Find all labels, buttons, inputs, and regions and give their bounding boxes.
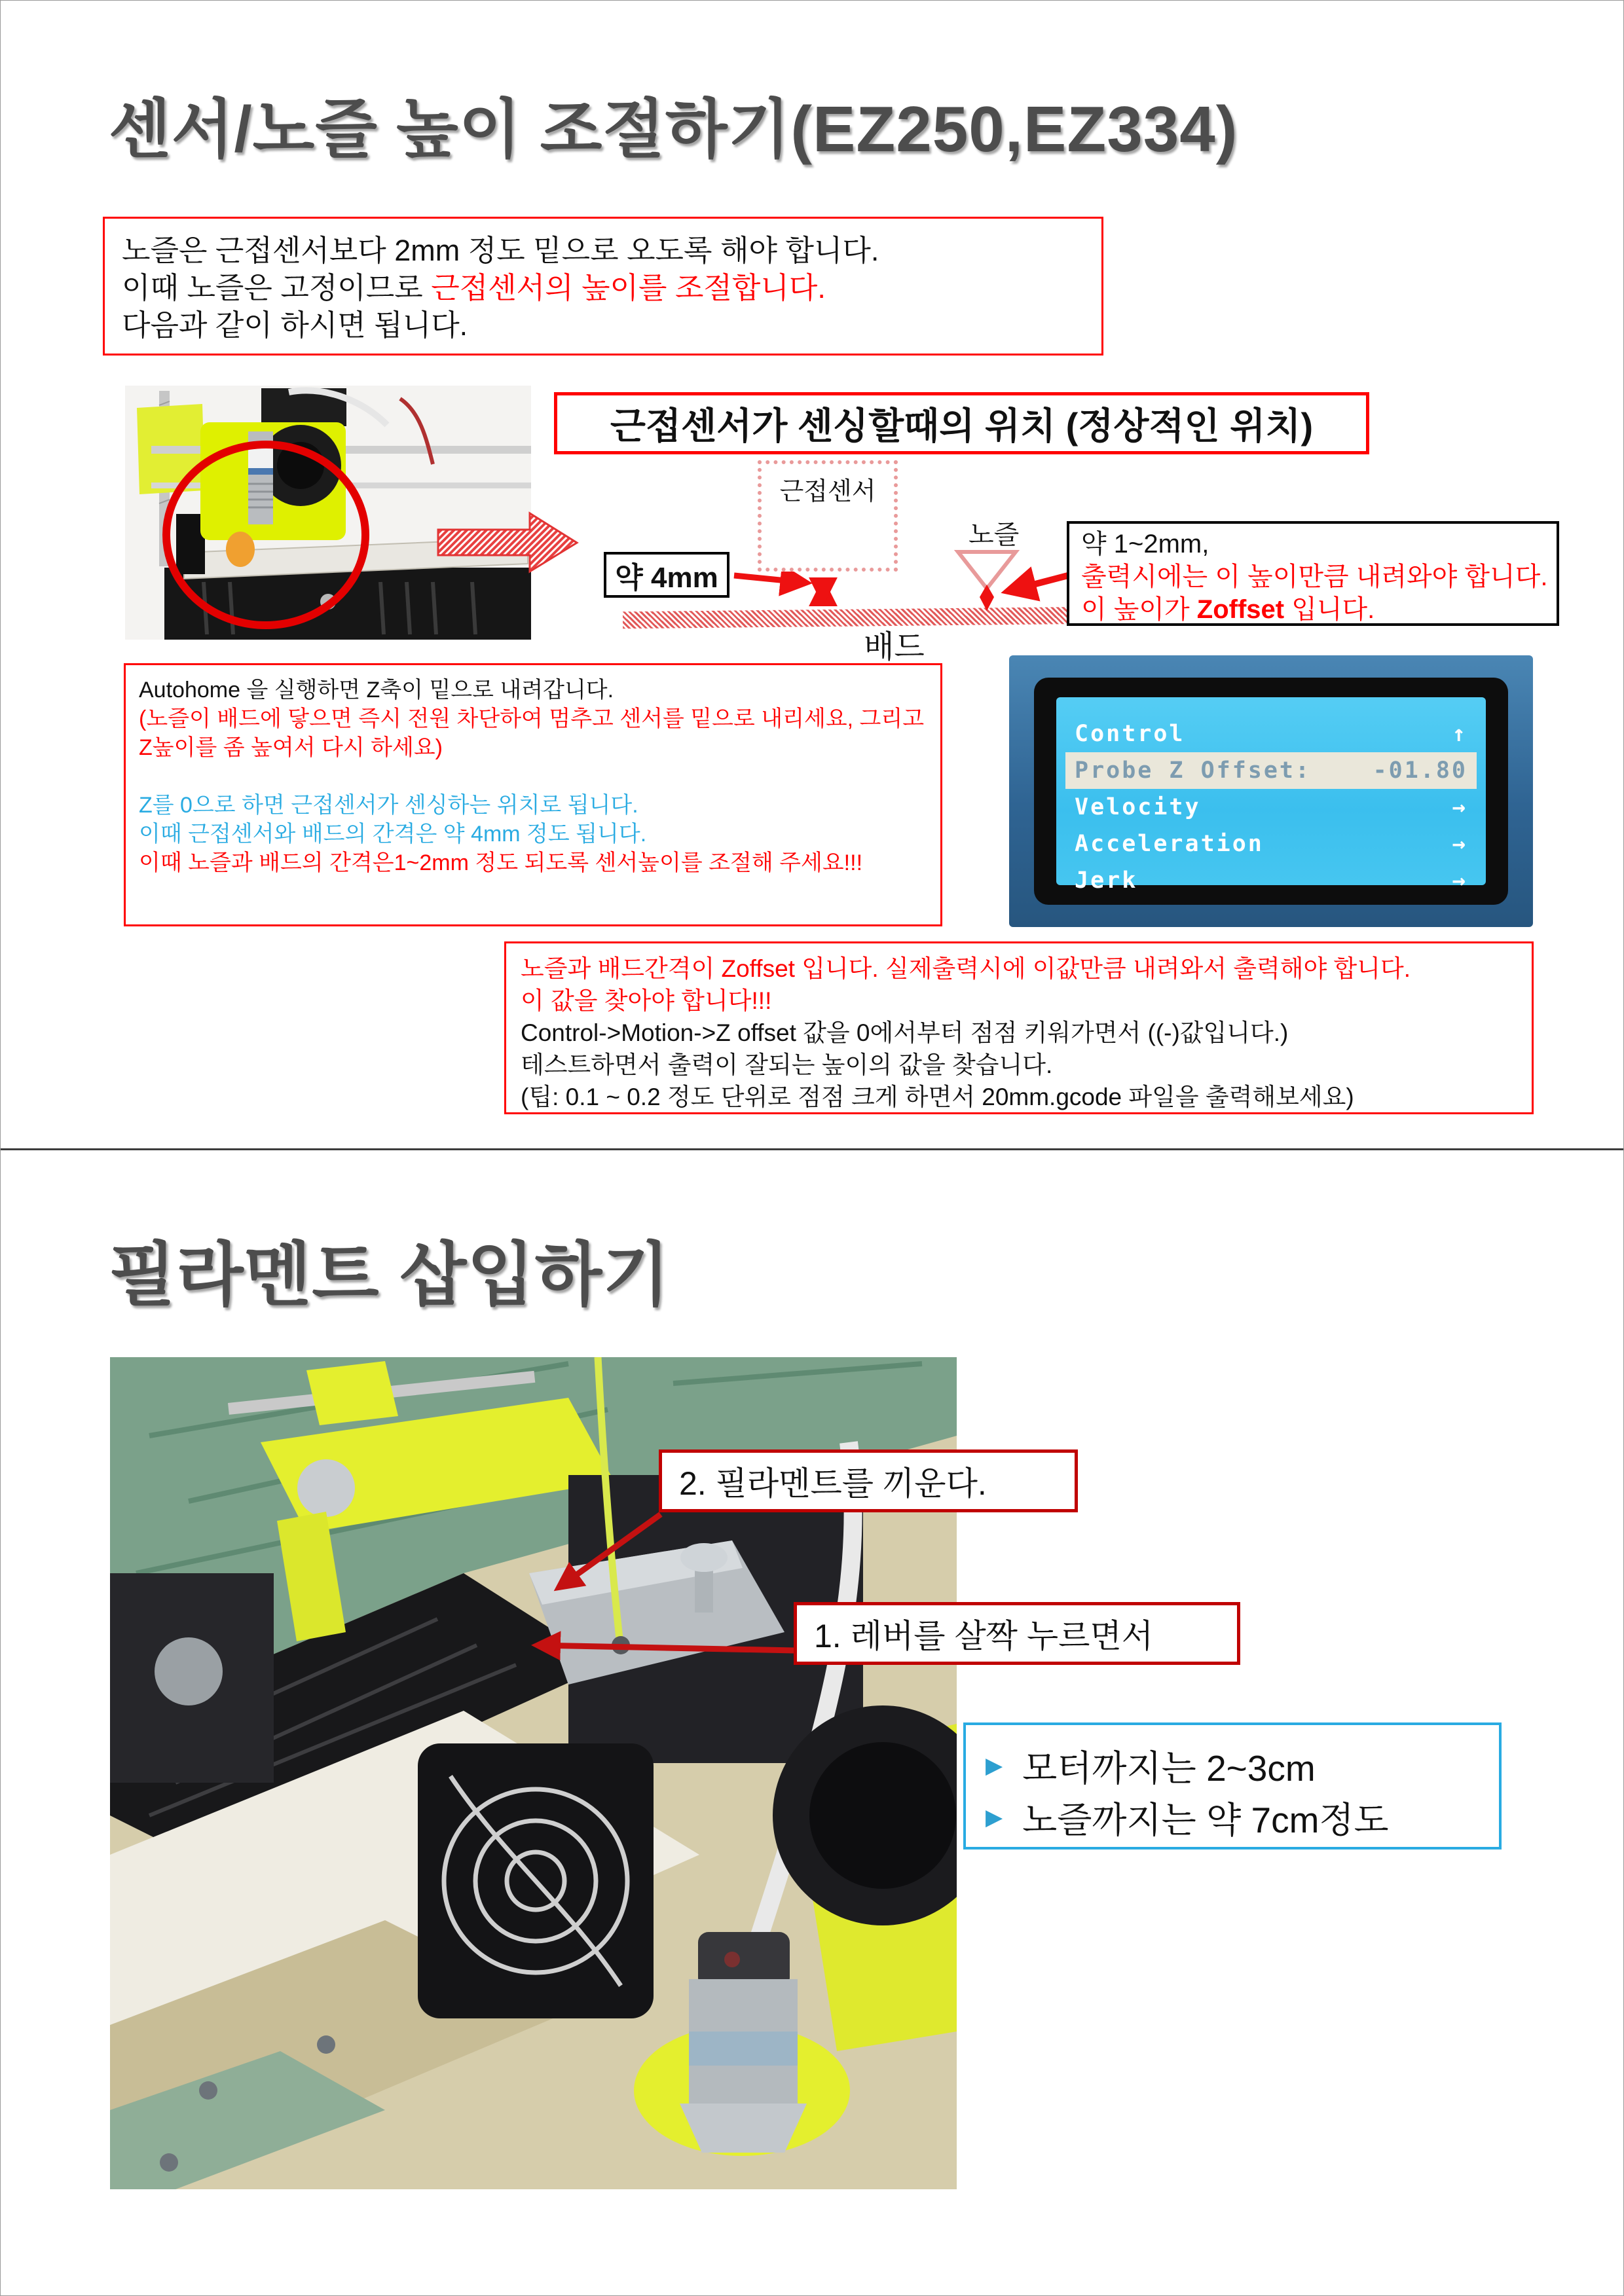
autohome-box [124, 663, 942, 926]
note-line3-pre: 이 높이가 [1081, 595, 1197, 624]
gap-pointer-arrow-icon [734, 575, 806, 583]
lcd-menu-item-velocity [1065, 789, 1477, 826]
lcd-probe-value: -01.80 [1373, 757, 1467, 784]
nozzle-gap-diamond [980, 585, 994, 611]
intro-box [103, 217, 1103, 355]
red-block-arrow-icon [438, 513, 577, 572]
tip-motor-text: 모터까지는 2~3cm [1022, 1748, 1316, 1789]
sensor-diagram-label: 근접센서 [779, 478, 876, 505]
sensor-band-blue [248, 468, 273, 475]
lcd-panel-photo [1009, 655, 1533, 927]
lcd-menu-item-probe-z-offset [1065, 752, 1477, 789]
right-arrow-icon: → [1452, 831, 1467, 857]
lcd-control-label: Control [1075, 721, 1185, 747]
zoffset-black1: Control->Motion->Z offset 값을 0에서부터 점점 키워가면서 ((-)값입니다.) [521, 1019, 1289, 1046]
note-line3 [1081, 593, 1545, 626]
bullet-icon: ▶ [986, 1753, 1003, 1778]
slide2-title: 필라멘트 삽입하기 [109, 1237, 671, 1314]
note-line3-post: 입니다. [1284, 595, 1375, 624]
autohome-line5: 이때 노즐과 배드의 간격은1~2mm 정도 되도록 센서높이를 조절해 주세요!!! [139, 850, 863, 875]
lcd-acceleration-label: Acceleration [1075, 831, 1264, 857]
autohome-line1: Autohome 을 실행하면 Z축이 밑으로 내려갑니다. [139, 678, 614, 702]
filament-length-tips-box [963, 1722, 1502, 1850]
step2-label-box [659, 1449, 1078, 1512]
note-line1: 약 1~2mm, [1081, 530, 1209, 558]
sensing-position-box [554, 392, 1369, 454]
slide1-title: 센서/노즐 높이 조절하기(EZ250,EZ334) [109, 93, 1238, 165]
note-pointer-arrow-icon [1008, 575, 1068, 591]
lcd-probe-label: Probe Z Offset: [1075, 757, 1312, 784]
tip-nozzle-text: 노즐까지는 약 7cm정도 [1022, 1800, 1389, 1840]
sensor-diagram-box [758, 460, 898, 572]
zoffset-explanation-box [504, 941, 1534, 1114]
zoffset-red1: 노즐과 배드간격이 Zoffset 입니다. 실제출력시에 이값만큼 내려와서 출력해야 합니다. [521, 955, 1411, 982]
intro-line2 [122, 269, 1084, 306]
slide-divider [1, 1148, 1624, 1150]
intro-line2-black: 이때 노즐은 고정이므로 [122, 271, 432, 304]
filament-arrow-icon [559, 1514, 661, 1588]
autohome-spacer [139, 762, 927, 791]
lever-arrow-icon [537, 1645, 795, 1650]
zoffset-red2: 이 값을 찾아야 합니다!!! [521, 987, 772, 1014]
nozzle-label: 노즐 [969, 520, 1020, 549]
tip-row-nozzle [986, 1791, 1479, 1843]
zoffset-black2: 테스트하면서 출력이 잘되는 높이의 값을 찾습니다. [521, 1051, 1053, 1078]
note-line3-zoffset: Zoffset [1196, 595, 1285, 624]
lcd-screen [1056, 697, 1486, 894]
autohome-line4: 이때 근접센서와 배드의 간격은 약 4mm 정도 됩니다. [139, 822, 647, 847]
lcd-menu-item-jerk [1065, 862, 1477, 899]
right-arrow-icon: → [1452, 867, 1467, 894]
right-arrow-icon: → [1452, 794, 1467, 820]
bed-label: 배드 [864, 630, 925, 665]
intro-line3: 다음과 같이 하시면 됩니다. [122, 308, 468, 342]
intro-line2-red: 근접센서의 높이를 조절합니다. [431, 271, 826, 304]
gap-4mm-label: 약 4mm [615, 562, 718, 594]
bullet-icon: ▶ [986, 1804, 1003, 1830]
intro-line1: 노즐은 근접센서보다 2mm 정도 밑으로 오도록 해야 합니다. [122, 234, 879, 267]
step1-label: 1. 레버를 살짝 누르면서 [814, 1618, 1154, 1654]
step2-label: 2. 필라멘트를 끼운다. [679, 1465, 987, 1502]
up-arrow-icon: ↑ [1452, 721, 1467, 747]
lcd-bezel [1034, 678, 1508, 905]
gap-4mm-box [604, 552, 729, 598]
lcd-velocity-label: Velocity [1075, 794, 1201, 820]
lcd-jerk-label: Jerk [1075, 867, 1138, 894]
zoffset-black3: (팁: 0.1 ~ 0.2 정도 단위로 점점 크게 하면서 20mm.gcode 파일을 출력해보세요) [521, 1084, 1354, 1110]
lcd-menu-item-control [1065, 716, 1477, 752]
zoffset-note-box [1067, 521, 1559, 626]
tip-row-motor [986, 1740, 1479, 1791]
lcd-menu-item-acceleration [1065, 826, 1477, 862]
nozzle-tip [226, 532, 255, 567]
nozzle-triangle [958, 552, 1016, 589]
step1-label-box [794, 1602, 1240, 1665]
note-line2: 출력시에는 이 높이만큼 내려와야 합니다. [1081, 562, 1548, 591]
autohome-line3: Z를 0으로 하면 근접센서가 센싱하는 위치로 됩니다. [139, 793, 638, 818]
sensing-position-text: 근접센서가 센싱할때의 위치 (정상적인 위치) [610, 405, 1314, 446]
autohome-line2: (노즐이 배드에 닿으면 즉시 전원 차단하여 멈추고 센서를 밑으로 내리세요, 그리고 Z높이를 좀 높여서 다시 하세요) [139, 706, 925, 760]
